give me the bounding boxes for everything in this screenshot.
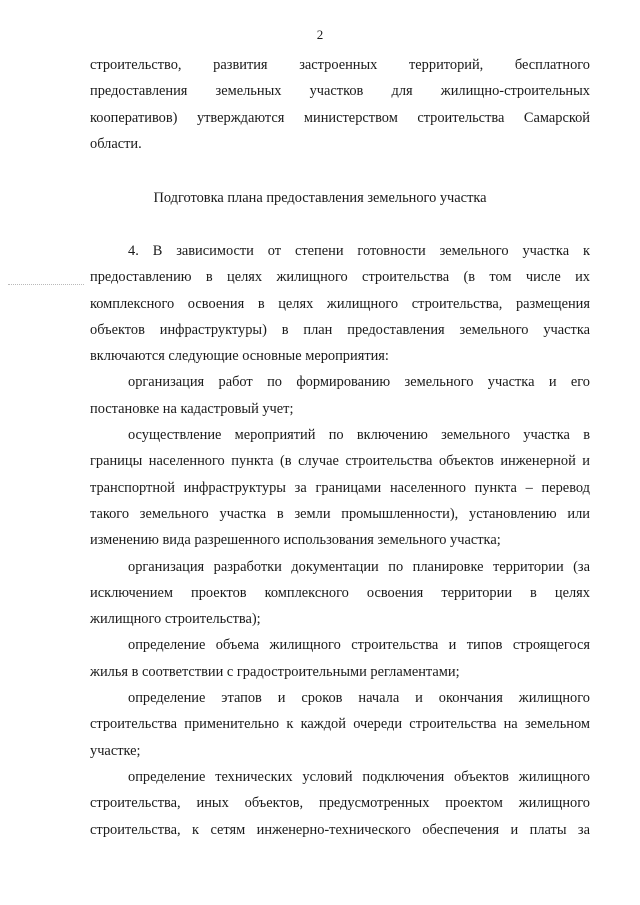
page-number: 2 <box>316 27 324 42</box>
text-line: осуществление мероприятий по включению земельного участка в <box>128 427 590 444</box>
text-line: участке; <box>90 742 141 759</box>
text-line: строительства применительно к каждой очереди строительства на земельном <box>90 716 590 733</box>
section-heading: Подготовка плана предоставления земельного участка <box>153 190 487 206</box>
list-item <box>90 422 590 553</box>
text-line: такого земельного участка в земли промышленности), установлению или <box>90 505 590 522</box>
list-item <box>90 369 590 422</box>
text-line: кооперативов) утверждаются министерством строительства Самарской <box>90 109 590 126</box>
list-item <box>90 685 590 764</box>
text-line: строительство, развития застроенных территорий, бесплатного <box>90 57 590 73</box>
text-line: области. <box>90 135 142 152</box>
text-line: предоставлению в целях жилищного строительства (в том числе их <box>90 269 590 286</box>
text-line: включаются следующие основные мероприятия: <box>90 348 389 365</box>
text-line: организация разработки документации по планировке территории (за <box>128 558 590 575</box>
text-line: определение технических условий подключения объектов жилищного <box>128 768 590 785</box>
body-text <box>90 238 590 843</box>
list-item <box>90 764 590 843</box>
intro-paragraph <box>90 52 590 157</box>
text-line: жилищного строительства); <box>90 611 261 628</box>
text-line: жилья в соответствии с градостроительными регламентами; <box>90 663 460 680</box>
text-line: строительства, иных объектов, предусмотренных проектом жилищного <box>90 795 590 812</box>
text-line: определение этапов и сроков начала и окончания жилищного <box>128 690 590 707</box>
text-line: организация работ по формированию земельного участка и его <box>128 374 590 391</box>
scan-artifact <box>8 284 84 285</box>
text-line: 4. В зависимости от степени готовности земельного участка к <box>128 243 590 259</box>
paragraph-4 <box>90 238 590 369</box>
text-line: комплексного освоения в целях жилищного строительства, размещения <box>90 295 590 312</box>
list-item <box>90 554 590 633</box>
text-line: исключением проектов комплексного освоения территории в целях <box>90 584 590 601</box>
text-line: объектов инфраструктуры) в план предоставления земельного участка <box>90 321 590 338</box>
text-line: транспортной инфраструктуры за границами населенного пункта – перевод <box>90 479 590 496</box>
text-line: границы населенного пункта (в случае строительства объектов инженерной и <box>90 453 590 470</box>
text-line: строительства, к сетям инженерно-технического обеспечения и платы за <box>90 821 590 838</box>
text-line: предоставления земельных участков для жилищно-строительных <box>90 83 590 100</box>
text-line: постановке на кадастровый учет; <box>90 400 294 417</box>
list-item <box>90 632 590 685</box>
text-line: определение объема жилищного строительства и типов строящегося <box>128 637 590 654</box>
text-line: изменению вида разрешенного использования земельного участка; <box>90 532 501 549</box>
